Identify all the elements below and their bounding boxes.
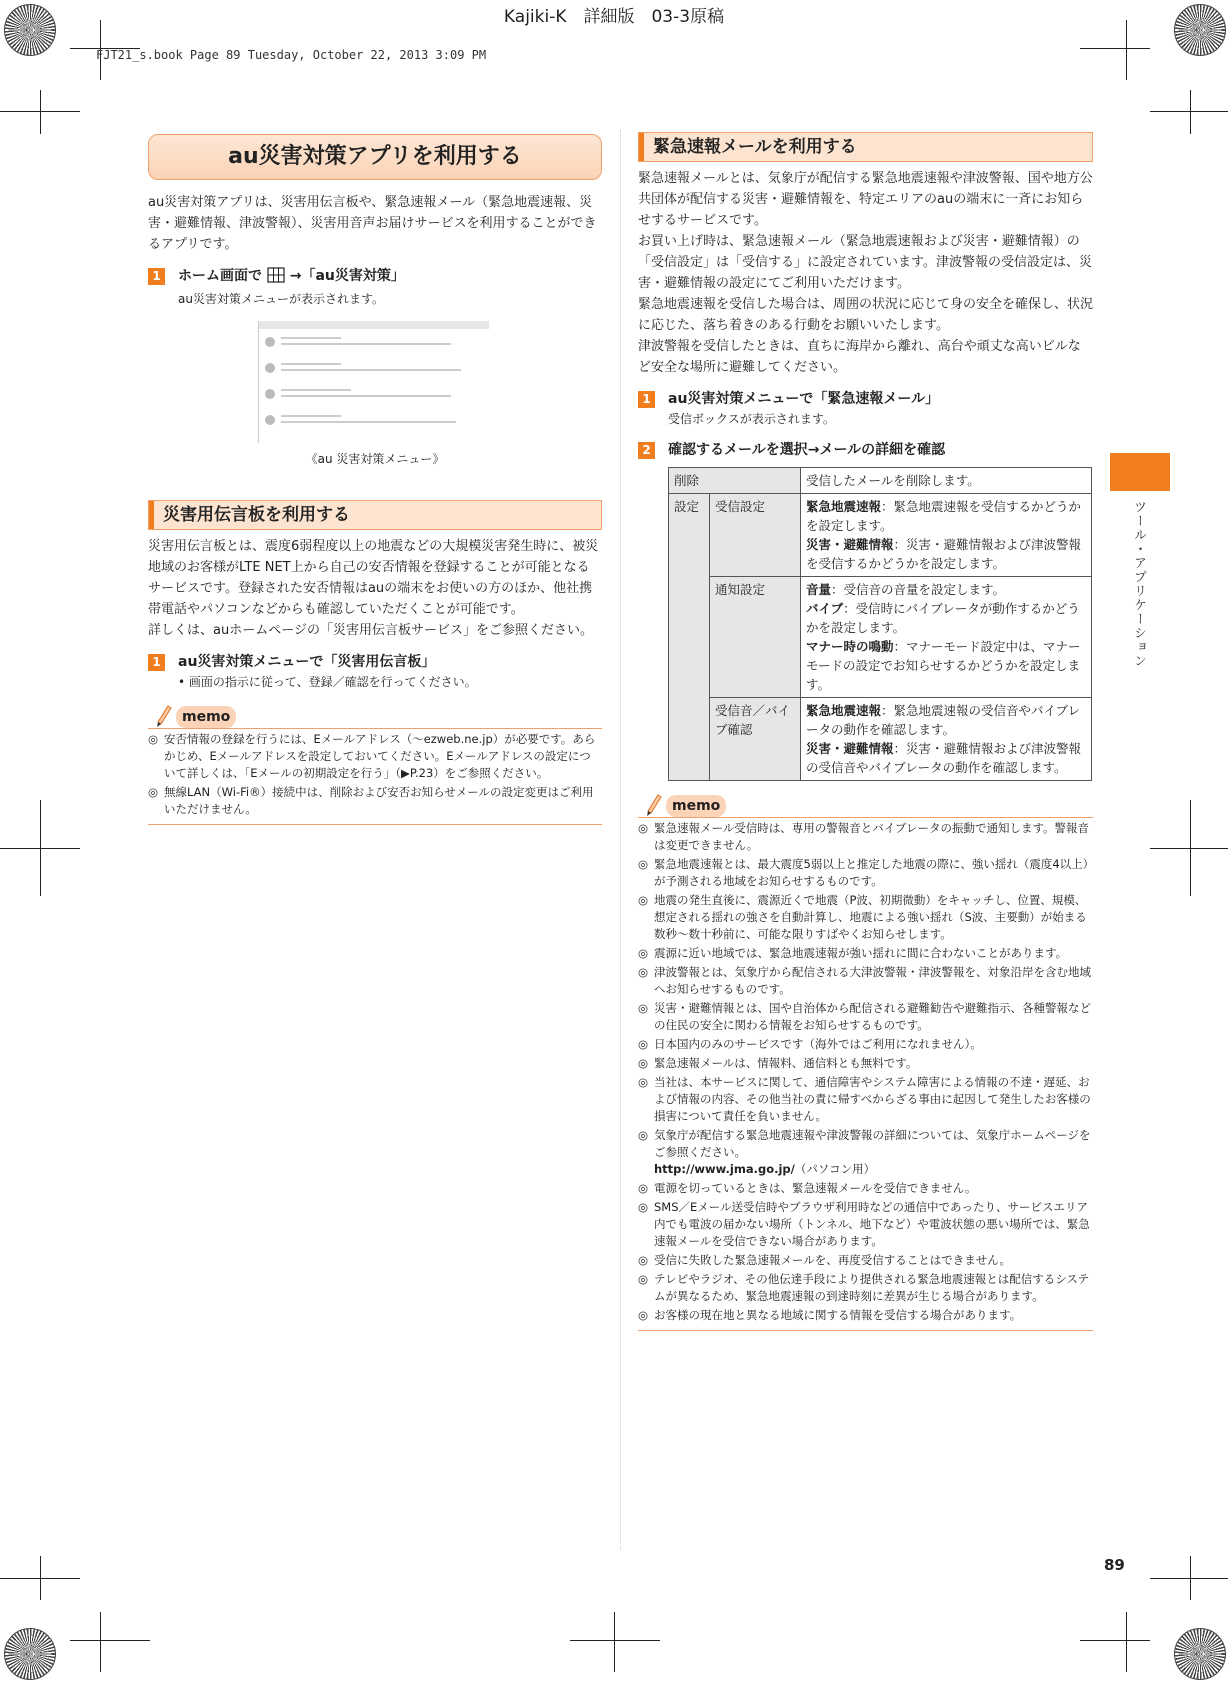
step-result: 受信ボックスが表示されます。 <box>668 412 835 426</box>
step-number: 2 <box>638 442 655 459</box>
crop-mark <box>40 800 41 896</box>
message-board-description: 災害用伝言板とは、震度6弱程度以上の地震などの大規模災害発生時に、被災地域のお客様がLTE NET上から自己の安否情報を登録することが可能となるサービスです。登録された安否情報はauの端末をお使いの方のほか、他社携帯電話やパソコンなどからも確認していただくことが可能です。 <box>148 539 599 617</box>
au-disaster-menu-screenshot <box>258 321 489 443</box>
message-board-reference: 詳しくは、auホームページの「災害用伝言板サービス」をご参照ください。 <box>148 623 593 638</box>
screenshot-caption: 《au 災害対策メニュー》 <box>305 452 445 466</box>
crop-mark <box>1126 1612 1127 1672</box>
step-text: au災害対策メニューで「災害用伝言板」 <box>178 654 436 670</box>
crop-mark <box>1190 90 1191 134</box>
memo-item: ◎ 緊急速報メール受信時は、専用の警報音とバイブレータの振動で通知します。警報音は変更できません。 <box>638 821 1090 852</box>
memo-item: ◎ 緊急速報メールは、情報料、通信料とも無料です。 <box>638 1056 918 1070</box>
table-row <box>669 468 1092 494</box>
memo-item: ◎ 電源を切っているときは、緊急速報メールを受信できません。 <box>638 1181 977 1195</box>
table-cell-tone-vibe-check: 受信音／バイブ確認 <box>710 698 801 781</box>
memo-item: ◎ 緊急地震速報とは、最大震度5弱以上と推定した地震の際に、強い揺れ（震度4以上）が予測される地域をお知らせするものです。 <box>638 857 1089 888</box>
step-view-mail-details <box>638 439 1093 461</box>
step-number: 1 <box>148 654 165 671</box>
table-cell-delete: 削除 <box>669 468 801 494</box>
table-row <box>669 698 1092 781</box>
crop-mark <box>100 1612 101 1672</box>
app-grid-icon <box>267 267 285 290</box>
screenshot-row <box>265 413 485 433</box>
memo-item: ◎ 無線LAN（Wi-Fi®）接続中は、削除および安否お知らせメールの設定変更はご利用いただけません。 <box>148 785 594 816</box>
crop-mark <box>1080 48 1150 49</box>
emergency-mail-default-settings: お買い上げ時は、緊急速報メール（緊急地震速報および災害・避難情報）の「受信設定」は「受信する」に設定されています。津波警報の受信設定は、災害・避難情報の設定にてご利用いただけます。 <box>638 234 1092 291</box>
memo-item: ◎ 津波警報とは、気象庁から配信される大津波警報・津波警報を、対象沿岸を含む地域へお知らせするものです。 <box>638 965 1091 996</box>
jma-url-link[interactable]: http://www.jma.go.jp/ <box>654 1162 795 1176</box>
emergency-mail-description: 緊急速報メールとは、気象庁が配信する緊急地震速報や津波警報、国や地方公共団体が配信する災害・避難情報を、特定エリアのauの端末に一斉にお知らせするサービスです。 <box>638 171 1093 228</box>
screenshot-row <box>265 387 485 407</box>
step-open-emergency-mail <box>638 388 1093 410</box>
emergency-mail-earthquake-advice: 緊急地震速報を受信した場合は、周囲の状況に応じて身の安全を確保し、状況に応じた、落ち着きのある行動をお願いいたします。 <box>638 297 1094 333</box>
step-number: 1 <box>638 391 655 408</box>
crop-mark <box>614 1612 615 1672</box>
left-column <box>148 134 602 825</box>
emergency-mail-tsunami-advice: 津波警報を受信したときは、直ちに海岸から離れ、高台や頑丈な高いビルなど安全な場所に避難してください。 <box>638 339 1081 375</box>
pencil-icon <box>154 702 172 728</box>
crop-mark <box>1150 111 1228 112</box>
mail-detail-menu-table <box>668 467 1092 781</box>
crop-mark <box>1190 1556 1191 1600</box>
table-cell: 音量：受信音の音量を設定します。 バイブ：受信時にバイブレータが動作するかどうかを設定します。 マナー時の鳴動：マナーモード設定中は、マナーモードの設定でお知らせするかどうかを設定します。 <box>801 577 1092 698</box>
memo-divider <box>638 1330 1093 1331</box>
column-divider <box>620 130 621 1550</box>
memo-item: ◎ 災害・避難情報とは、国や自治体から配信される避難勧告や避難指示、各種警報などの住民の安全に関わる情報をお知らせするものです。 <box>638 1001 1091 1032</box>
registration-target-bottom-right <box>1174 1628 1226 1680</box>
pencil-icon <box>644 791 662 817</box>
table-cell-notification-settings: 通知設定 <box>710 577 801 698</box>
screenshot-row <box>265 335 485 355</box>
step-home-screen <box>148 265 602 290</box>
section-heading-emergency-mail: 緊急速報メールを利用する <box>638 132 1093 162</box>
table-row <box>669 577 1092 698</box>
memo-item: ◎ SMS／Eメール送受信時やブラウザ利用時などの通信中であったり、サービスエリア内でも電波の届かない場所（トンネル、地下など）や電波状態の悪い場所では、緊急速報メールを受信できない場合があります。 <box>638 1200 1090 1248</box>
intro-paragraph: au災害対策アプリは、災害用伝言板や、緊急速報メール（緊急地震速報、災害・避難情報、津波警報）、災害用音声お届けサービスを利用することができるアプリです。 <box>148 195 597 252</box>
memo-item: ◎ 地震の発生直後に、震源近くで地震（P波、初期微動）をキャッチし、位置、規模、想定される揺れの強さを自動計算し、地震による強い揺れ（S波、主要動）が始まる数秒～数十秒前に、可能な限りすばやくお知らせします。 <box>638 893 1087 941</box>
step-text-target: →「au災害対策」 <box>289 268 405 284</box>
step-number: 1 <box>148 268 165 285</box>
side-index-tab <box>1110 453 1170 491</box>
crop-mark <box>1126 20 1127 80</box>
step-result: au災害対策メニューが表示されます。 <box>178 292 385 306</box>
memo-item: ◎ 震源に近い地域では、緊急地震速報が強い揺れに間に合わないことがあります。 <box>638 946 1068 960</box>
step-note: • 画面の指示に従って、登録／確認を行ってください。 <box>178 675 477 689</box>
page-number: 89 <box>1104 1556 1125 1574</box>
memo-divider <box>148 824 602 825</box>
crop-mark <box>1080 1640 1150 1641</box>
crop-mark <box>570 1640 660 1641</box>
memo-item: ◎ テレビやラジオ、その他伝達手段により提供される緊急地震速報とは配信するシステムが異なるため、緊急地震速報の到達時刻に差異が生じる場合があります。 <box>638 1272 1090 1303</box>
crop-mark <box>40 1556 41 1600</box>
memo-item: ◎ 気象庁が配信する緊急地震速報や津波警報の詳細については、気象庁ホームページをご参照ください。 http://www.jma.go.jp/（パソコン用） <box>638 1128 1091 1176</box>
screenshot-row <box>265 361 485 381</box>
crop-mark <box>1150 1578 1228 1579</box>
memo-label: memo <box>666 795 726 817</box>
table-cell-settings: 設定 <box>669 494 710 781</box>
right-column <box>638 132 1093 1331</box>
crop-mark <box>1150 848 1228 849</box>
side-index-label: ツール・アプリケーション <box>1131 500 1146 668</box>
table-cell: 緊急地震速報：緊急地震速報の受信音やバイブレータの動作を確認します。 災害・避難情報：災害・避難情報および津波警報の受信音やバイブレータの動作を確認します。 <box>801 698 1092 781</box>
step-text: ホーム画面で <box>178 268 262 284</box>
memo-item: ◎ 安否情報の登録を行うには、Eメールアドレス（～ezweb.ne.jp）が必要です。あらかじめ、Eメールアドレスを設定しておいてください。Eメールアドレスの設定について詳しくは、「Eメールの初期設定を行う」（▶P.23）をご参照ください。 <box>148 732 596 780</box>
memo-item: ◎ お客様の現在地と異なる地域に関する情報を受信する場合があります。 <box>638 1308 1022 1322</box>
table-cell: 緊急地震速報：緊急地震速報を受信するかどうかを設定します。 災害・避難情報：災害・避難情報および津波警報を受信するかどうかを設定します。 <box>801 494 1092 577</box>
memo-label: memo <box>176 706 236 728</box>
memo-item: ◎ 受信に失敗した緊急速報メールを、再度受信することはできません。 <box>638 1253 1011 1267</box>
table-cell-receive-settings: 受信設定 <box>710 494 801 577</box>
jma-url-note: （パソコン用） <box>794 1162 876 1176</box>
section-heading-message-board: 災害用伝言板を利用する <box>148 500 602 530</box>
screenshot-titlebar <box>259 321 489 329</box>
step-open-message-board <box>148 651 602 673</box>
table-cell: 受信したメールを削除します。 <box>801 468 1092 494</box>
section-banner: au災害対策アプリを利用する <box>148 134 602 180</box>
step-text: au災害対策メニューで「緊急速報メール」 <box>668 391 940 407</box>
print-header-title: Kajiki-K 詳細版 03-3原稿 <box>503 7 725 27</box>
crop-mark <box>40 90 41 134</box>
crop-mark <box>1190 800 1191 896</box>
print-file-info: FJT21_s.book Page 89 Tuesday, October 22, 2013 3:09 PM <box>96 48 487 62</box>
memo-item: ◎ 当社は、本サービスに関して、通信障害やシステム障害による情報の不達・遅延、および情報の内容、その他当社の責に帰すべからざる事由に起因して発生したお客様の損害について責任を負いません。 <box>638 1075 1091 1123</box>
registration-target-bottom-left <box>4 1628 56 1680</box>
memo-header <box>638 795 1093 818</box>
memo-item: ◎ 日本国内のみのサービスです（海外ではご利用になれません）。 <box>638 1037 982 1051</box>
table-row <box>669 494 1092 577</box>
step-text: 確認するメールを選択→メールの詳細を確認 <box>668 442 946 458</box>
memo-header <box>148 706 602 729</box>
crop-mark <box>70 1640 150 1641</box>
